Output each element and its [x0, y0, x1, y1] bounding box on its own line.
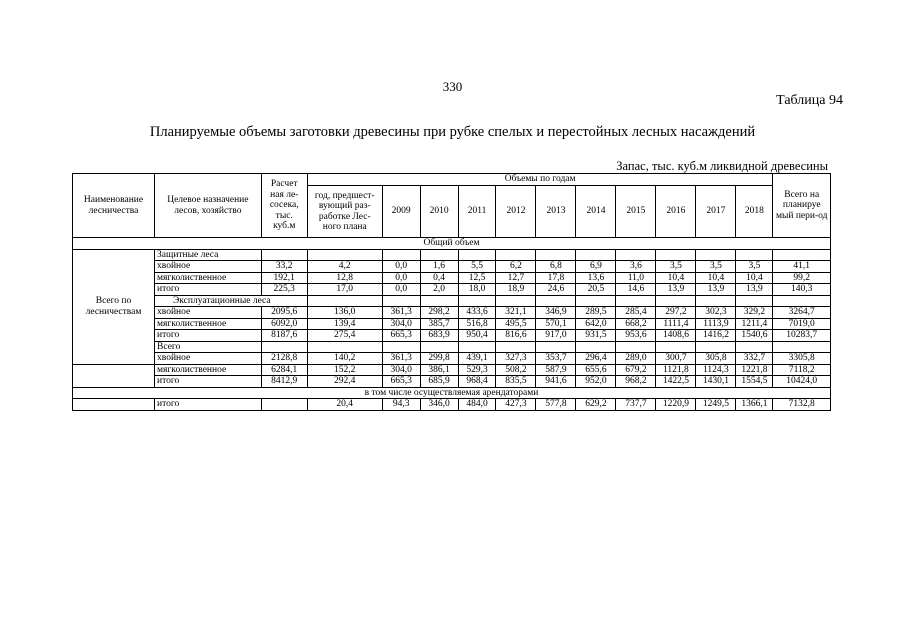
cell: 950,4 — [458, 330, 496, 342]
cell: 931,5 — [576, 330, 616, 342]
cell: 33,2 — [261, 261, 307, 273]
cell: 2095,6 — [261, 307, 307, 319]
cell: 2,0 — [420, 284, 458, 296]
cell: 655,6 — [576, 364, 616, 376]
cell: 484,0 — [458, 399, 496, 411]
cell: 152,2 — [307, 364, 382, 376]
cell: 140,3 — [773, 284, 831, 296]
cell: 140,2 — [307, 353, 382, 365]
header-year-before: год, предшест-вующий раз-работке Лес-ного плана — [307, 186, 382, 238]
cell: 10,4 — [736, 272, 773, 284]
cell: 941,6 — [536, 376, 576, 388]
cell: 20,4 — [307, 399, 382, 411]
cell: 292,4 — [307, 376, 382, 388]
header-cutting-area: Расчет ная ле-сосека, тыс. куб.м — [261, 174, 307, 238]
cell: 361,3 — [382, 307, 420, 319]
cell: 1,6 — [420, 261, 458, 273]
cell: 816,6 — [496, 330, 536, 342]
cell: 299,8 — [420, 353, 458, 365]
cell: 685,9 — [420, 376, 458, 388]
cell: 683,9 — [420, 330, 458, 342]
forestry-name-spacer — [73, 364, 155, 387]
cell: 6284,1 — [261, 364, 307, 376]
cell: 99,2 — [773, 272, 831, 284]
cell: 4,2 — [307, 261, 382, 273]
cell: 275,4 — [307, 330, 382, 342]
cell: 529,3 — [458, 364, 496, 376]
row-label: итого — [155, 284, 262, 296]
cell: 968,4 — [458, 376, 496, 388]
cell: 14,6 — [616, 284, 656, 296]
table-row — [73, 330, 831, 342]
cell: 302,3 — [696, 307, 736, 319]
cell: 136,0 — [307, 307, 382, 319]
cell: 1124,3 — [696, 364, 736, 376]
cell: 300,7 — [656, 353, 696, 365]
cell: 305,8 — [696, 353, 736, 365]
cell: 13,9 — [656, 284, 696, 296]
cell: 8187,6 — [261, 330, 307, 342]
cell: 6,8 — [536, 261, 576, 273]
cell: 192,1 — [261, 272, 307, 284]
cell: 11,0 — [616, 272, 656, 284]
cell: 439,1 — [458, 353, 496, 365]
cell: 433,6 — [458, 307, 496, 319]
cell: 570,1 — [536, 318, 576, 330]
cell: 1221,8 — [736, 364, 773, 376]
cell: 225,3 — [261, 284, 307, 296]
table-row — [73, 399, 831, 411]
cell: 953,6 — [616, 330, 656, 342]
cell: 94,3 — [382, 399, 420, 411]
cell: 1121,8 — [656, 364, 696, 376]
cell: 10,4 — [696, 272, 736, 284]
table-row — [73, 261, 831, 273]
cell: 0,0 — [382, 272, 420, 284]
header-year: 2014 — [576, 186, 616, 238]
header-year: 2011 — [458, 186, 496, 238]
cell: 385,7 — [420, 318, 458, 330]
cell: 346,9 — [536, 307, 576, 319]
cell: 1430,1 — [696, 376, 736, 388]
cell: 1554,5 — [736, 376, 773, 388]
section-exploitation: Эксплуатационные леса — [155, 295, 308, 307]
table-row — [73, 284, 831, 296]
cell: 13,9 — [736, 284, 773, 296]
header-year: 2016 — [656, 186, 696, 238]
table-row — [73, 353, 831, 365]
forestry-name: Всего по лесничествам — [73, 249, 155, 364]
table-row — [73, 272, 831, 284]
cell: 642,0 — [576, 318, 616, 330]
row-label: итого — [155, 330, 262, 342]
cell: 0,4 — [420, 272, 458, 284]
cell: 41,1 — [773, 261, 831, 273]
cell — [261, 399, 307, 411]
cell: 10424,0 — [773, 376, 831, 388]
row-label: хвойное — [155, 307, 262, 319]
cell: 20,5 — [576, 284, 616, 296]
cell: 0,0 — [382, 261, 420, 273]
cell: 2128,8 — [261, 353, 307, 365]
document-title: Планируемые объемы заготовки древесины при рубке спелых и перестойных лесных насаждений — [149, 124, 756, 140]
table-row — [73, 307, 831, 319]
cell: 5,5 — [458, 261, 496, 273]
cell: 6,9 — [576, 261, 616, 273]
cell: 516,8 — [458, 318, 496, 330]
section-lease: в том числе осуществляемая арендаторами — [73, 387, 831, 399]
cell: 10283,7 — [773, 330, 831, 342]
cell: 17,0 — [307, 284, 382, 296]
header-forestry: Наименование лесничества — [73, 174, 155, 238]
header-year: 2017 — [696, 186, 736, 238]
cell: 427,3 — [496, 399, 536, 411]
table-row — [73, 364, 831, 376]
cell: 12,8 — [307, 272, 382, 284]
cell: 3,5 — [696, 261, 736, 273]
cell: 353,7 — [536, 353, 576, 365]
cell: 296,4 — [576, 353, 616, 365]
cell: 327,3 — [496, 353, 536, 365]
cell: 298,2 — [420, 307, 458, 319]
row-label: хвойное — [155, 261, 262, 273]
cell: 6,2 — [496, 261, 536, 273]
cell: 737,7 — [616, 399, 656, 411]
cell: 7118,2 — [773, 364, 831, 376]
cell: 3,6 — [616, 261, 656, 273]
cell: 1366,1 — [736, 399, 773, 411]
header-year: 2013 — [536, 186, 576, 238]
row-label: мягколиственное — [155, 272, 262, 284]
table-row — [73, 376, 831, 388]
cell: 577,8 — [536, 399, 576, 411]
cell: 12,5 — [458, 272, 496, 284]
row-label: мягколиственное — [155, 318, 262, 330]
cell: 386,1 — [420, 364, 458, 376]
cell: 587,9 — [536, 364, 576, 376]
cell: 835,5 — [496, 376, 536, 388]
row-label: хвойное — [155, 353, 262, 365]
cell: 7132,8 — [773, 399, 831, 411]
header-total-period: Всего на планируе мый пери-од — [773, 174, 831, 238]
cell: 13,9 — [696, 284, 736, 296]
cell: 665,3 — [382, 330, 420, 342]
cell: 679,2 — [616, 364, 656, 376]
cell: 285,4 — [616, 307, 656, 319]
cell: 332,7 — [736, 353, 773, 365]
cell: 1540,6 — [736, 330, 773, 342]
cell: 24,6 — [536, 284, 576, 296]
cell: 18,9 — [496, 284, 536, 296]
cell: 289,5 — [576, 307, 616, 319]
cell: 139,4 — [307, 318, 382, 330]
row-label: итого — [155, 399, 262, 411]
cell: 304,0 — [382, 364, 420, 376]
cell: 346,0 — [420, 399, 458, 411]
section-protective: Защитные леса — [155, 249, 262, 261]
header-year: 2012 — [496, 186, 536, 238]
cell: 329,2 — [736, 307, 773, 319]
cell: 1220,9 — [656, 399, 696, 411]
cell: 1113,9 — [696, 318, 736, 330]
header-year: 2015 — [616, 186, 656, 238]
cell: 12,7 — [496, 272, 536, 284]
row-label: итого — [155, 376, 262, 388]
unit-note: Запас, тыс. куб.м ликвидной древесины — [616, 159, 828, 173]
cell: 8412,9 — [261, 376, 307, 388]
cell: 1211,4 — [736, 318, 773, 330]
header-volumes-by-year: Объемы по годам — [307, 174, 773, 186]
table-row — [73, 318, 831, 330]
cell: 10,4 — [656, 272, 696, 284]
cell: 6092,0 — [261, 318, 307, 330]
cell: 1249,5 — [696, 399, 736, 411]
header-year: 2018 — [736, 186, 773, 238]
section-all: Всего — [155, 341, 262, 353]
header-year: 2009 — [382, 186, 420, 238]
header-year: 2010 — [420, 186, 458, 238]
cell: 1416,2 — [696, 330, 736, 342]
cell: 952,0 — [576, 376, 616, 388]
cell: 508,2 — [496, 364, 536, 376]
page-number: 330 — [442, 79, 463, 94]
cell: 289,0 — [616, 353, 656, 365]
cell: 917,0 — [536, 330, 576, 342]
cell: 7019,0 — [773, 318, 831, 330]
cell: 17,8 — [536, 272, 576, 284]
cell: 321,1 — [496, 307, 536, 319]
row-label: мягколиственное — [155, 364, 262, 376]
cell: 3,5 — [736, 261, 773, 273]
cell: 304,0 — [382, 318, 420, 330]
cell: 3,5 — [656, 261, 696, 273]
cell: 3305,8 — [773, 353, 831, 365]
harvest-volume-table — [72, 173, 831, 411]
cell: 1408,6 — [656, 330, 696, 342]
cell: 3264,7 — [773, 307, 831, 319]
cell: 0,0 — [382, 284, 420, 296]
cell: 297,2 — [656, 307, 696, 319]
cell: 495,5 — [496, 318, 536, 330]
cell: 1111,4 — [656, 318, 696, 330]
cell: 629,2 — [576, 399, 616, 411]
cell: 668,2 — [616, 318, 656, 330]
header-purpose: Целевое назначение лесов, хозяйство — [155, 174, 262, 238]
section-general-volume: Общий объем — [73, 238, 831, 250]
table-label: Таблица 94 — [776, 93, 843, 108]
cell: 361,3 — [382, 353, 420, 365]
cell: 1422,5 — [656, 376, 696, 388]
cell: 665,3 — [382, 376, 420, 388]
cell: 968,2 — [616, 376, 656, 388]
cell: 13,6 — [576, 272, 616, 284]
cell: 18,0 — [458, 284, 496, 296]
